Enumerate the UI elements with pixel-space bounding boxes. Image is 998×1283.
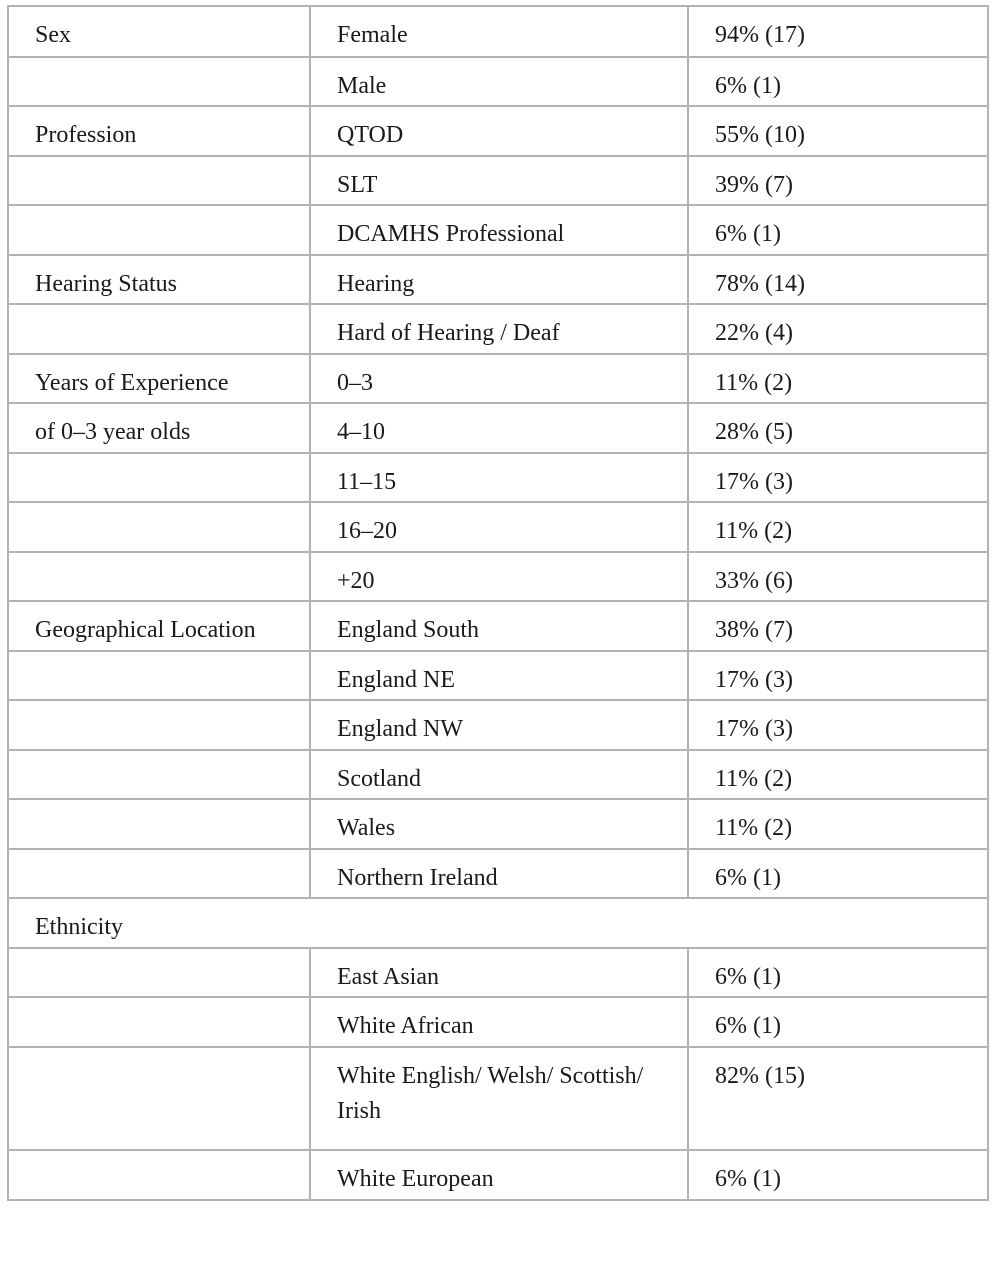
table-row	[9, 453, 987, 503]
table-row	[9, 1150, 987, 1200]
stat-cell: 11% (2)	[688, 750, 987, 800]
stat-cell: 28% (5)	[688, 403, 987, 453]
value-cell: 4–10	[310, 403, 688, 453]
stat-cell: 11% (2)	[688, 799, 987, 849]
stat-cell: 39% (7)	[688, 156, 987, 206]
table-row	[9, 849, 987, 899]
table-row	[9, 502, 987, 552]
value-cell: DCAMHS Professional	[310, 205, 688, 255]
category-cell: Profession	[9, 106, 310, 156]
category-cell	[9, 948, 310, 998]
value-cell: Wales	[310, 799, 688, 849]
category-cell: of 0–3 year olds	[9, 403, 310, 453]
category-cell	[9, 651, 310, 701]
value-cell: East Asian	[310, 948, 688, 998]
table-row	[9, 651, 987, 701]
value-cell: 16–20	[310, 502, 688, 552]
table-row	[9, 205, 987, 255]
table-row	[9, 700, 987, 750]
value-cell: White European	[310, 1150, 688, 1200]
table-row	[9, 552, 987, 602]
stat-cell: 6% (1)	[688, 1150, 987, 1200]
category-cell	[9, 205, 310, 255]
demographics-grid	[9, 7, 987, 1199]
table-row	[9, 601, 987, 651]
table-row	[9, 403, 987, 453]
value-cell: Hearing	[310, 255, 688, 305]
table-row	[9, 750, 987, 800]
category-cell	[9, 1047, 310, 1150]
stat-cell: 6% (1)	[688, 948, 987, 998]
value-cell: Male	[310, 57, 688, 107]
value-cell: 0–3	[310, 354, 688, 404]
demographics-table	[7, 5, 989, 1201]
value-cell: SLT	[310, 156, 688, 206]
stat-cell: 11% (2)	[688, 502, 987, 552]
stat-cell: 6% (1)	[688, 57, 987, 107]
stat-cell: 17% (3)	[688, 700, 987, 750]
value-cell: England South	[310, 601, 688, 651]
value-cell: England NW	[310, 700, 688, 750]
stat-cell: 6% (1)	[688, 997, 987, 1047]
stat-cell: 6% (1)	[688, 205, 987, 255]
stat-cell: 17% (3)	[688, 453, 987, 503]
category-cell	[9, 552, 310, 602]
table-row	[9, 156, 987, 206]
stat-cell: 33% (6)	[688, 552, 987, 602]
value-cell: Hard of Hearing / Deaf	[310, 304, 688, 354]
table-row	[9, 57, 987, 107]
stat-cell: 78% (14)	[688, 255, 987, 305]
value-cell: +20	[310, 552, 688, 602]
stat-cell: 38% (7)	[688, 601, 987, 651]
ethnicity-header-row	[9, 898, 987, 948]
value-cell: Scotland	[310, 750, 688, 800]
table-row	[9, 255, 987, 305]
stat-cell: 22% (4)	[688, 304, 987, 354]
table-row	[9, 997, 987, 1047]
category-cell	[9, 453, 310, 503]
category-cell	[9, 700, 310, 750]
stat-cell: 6% (1)	[688, 849, 987, 899]
category-cell	[9, 750, 310, 800]
value-cell: QTOD	[310, 106, 688, 156]
category-cell	[9, 799, 310, 849]
category-cell	[9, 997, 310, 1047]
value-cell: England NE	[310, 651, 688, 701]
category-cell	[9, 502, 310, 552]
value-cell: Female	[310, 7, 688, 57]
value-cell: White English/ Welsh/ Scottish/ Irish	[310, 1047, 688, 1150]
category-cell	[9, 156, 310, 206]
value-cell: White African	[310, 997, 688, 1047]
category-cell	[9, 1150, 310, 1200]
stat-cell: 94% (17)	[688, 7, 987, 57]
category-cell: Years of Experience	[9, 354, 310, 404]
stat-cell: 17% (3)	[688, 651, 987, 701]
category-cell	[9, 304, 310, 354]
table-row	[9, 1047, 987, 1150]
value-cell: Northern Ireland	[310, 849, 688, 899]
table-row	[9, 799, 987, 849]
table-row	[9, 106, 987, 156]
table-row	[9, 7, 987, 57]
ethnicity-header: Ethnicity	[9, 898, 987, 948]
table-row	[9, 304, 987, 354]
category-cell	[9, 849, 310, 899]
stat-cell: 11% (2)	[688, 354, 987, 404]
table-row	[9, 948, 987, 998]
category-cell: Geographical Location	[9, 601, 310, 651]
stat-cell: 55% (10)	[688, 106, 987, 156]
stat-cell: 82% (15)	[688, 1047, 987, 1150]
category-cell	[9, 57, 310, 107]
value-cell: 11–15	[310, 453, 688, 503]
table-row	[9, 354, 987, 404]
category-cell: Hearing Status	[9, 255, 310, 305]
category-cell: Sex	[9, 7, 310, 57]
